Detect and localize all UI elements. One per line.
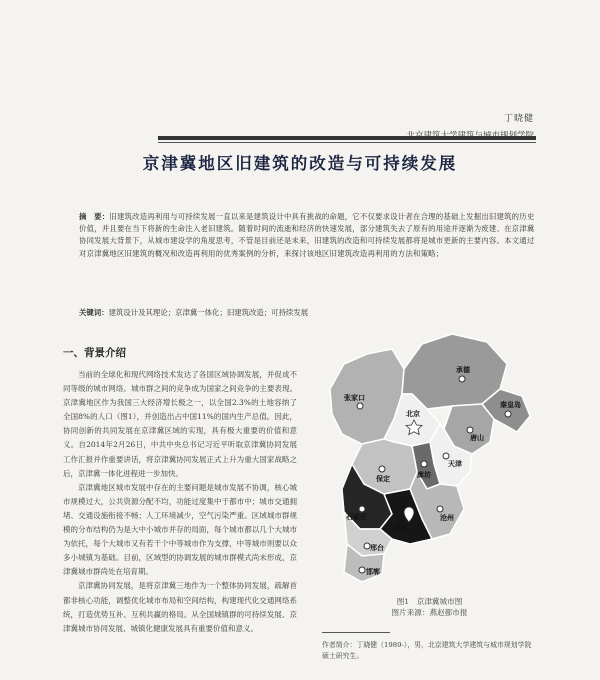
abstract — [79, 211, 541, 260]
author-footnote: 作者简介：丁晓健（1989-），男，北京建筑大学建筑与城市规划学院硕士研究生。 — [322, 641, 532, 660]
city-marker-tianjin — [443, 453, 449, 459]
map-svg — [322, 324, 537, 589]
abstract-text: 旧建筑改造再利用与可持续发展一直以来是建筑设计中具有挑战的命题，它不仅要求设计者在合理的基础上发掘出旧建筑的历史价值，并且要在当下将新的生命注入老旧建筑。随着时间的流逝和经济的快速发展，部分建筑失去了原有的用途并逐渐为废建、在京津冀协同发展大背景下，从城市建设学的角度思考，不管是目前还是未来，旧建筑的改造和可持续发展都将是城市更新的主要内容。本文通过对京津冀地区旧建筑的概况和改造再利用的优秀案例的分析，来探讨该地区旧建筑改造再利用的方法和策略； — [79, 212, 535, 258]
figure-caption — [322, 596, 537, 618]
caption-title: 图1 京津冀城市图 — [396, 597, 463, 606]
footnote-rule — [322, 632, 390, 633]
map-label-handan: 邯郸 — [366, 568, 380, 576]
map-figure — [322, 324, 537, 589]
map-label-zhangjiakou: 张家口 — [344, 394, 365, 402]
map-label-hengshui: 衡水 — [394, 524, 408, 532]
map-label-cangzhou: 沧州 — [440, 514, 454, 522]
body-paragraph: 京津冀地区城市发展中存在的主要问题是城市发展不协调，核心城市规模过大，公共资源分配不均，功能过度集中于都市中；城市交通拥堵、交通设施衔接不畅；人工环境减少，空气污染严重。区域城市群规模的分布结构仍为是大中小城市并存的局面，每个城市都以几个大城市为依托，每个大城市又有若干个中等城市作为支撑，中等城市则要以众多小城镇为基础。目前，区域型的协调发展的城市群模式尚未形成，京津冀城市群尚处在培育期。 — [63, 482, 297, 577]
map-label-langfang: 廊坊 — [417, 471, 431, 479]
author-name: 丁晓健 — [503, 114, 534, 124]
city-marker-shijiazhuang — [359, 506, 365, 512]
map-label-beijing: 北京 — [406, 410, 420, 418]
city-marker-langfang — [421, 461, 427, 467]
body-paragraph: 京津冀协同发展，是将京津冀三地作为一个整体协同发展，疏解首都非核心功能，调整优化城市布局和空间结构，构建现代化交通网络系统，打造优势互补、互利共赢的格局。从全国城镇群的可持续发展、京津冀城市协同发展、城镇化健康发展具有重要价值和意义。 — [63, 581, 297, 633]
map-label-tangshan: 唐山 — [470, 434, 484, 442]
map-label-tianjin: 天津 — [448, 460, 462, 468]
keywords — [79, 307, 541, 319]
keywords-label: 关键词： — [79, 308, 109, 317]
city-marker-handan — [359, 567, 365, 573]
city-marker-cangzhou — [437, 506, 443, 512]
city-marker-tangshan — [467, 427, 473, 433]
city-marker-zhangjiakou — [357, 403, 363, 409]
map-label-chengde: 承德 — [456, 366, 470, 374]
header-rule-thick — [158, 136, 536, 140]
map-label-baoding: 保定 — [376, 475, 390, 483]
map-label-shijiazhuang: 石家庄 — [346, 513, 367, 521]
city-marker-baoding — [379, 466, 385, 472]
paper-title: 京津冀地区旧建筑的改造与可持续发展 — [142, 154, 458, 173]
map-label-xingtai: 邢台 — [370, 544, 384, 552]
body-column-left — [63, 368, 297, 680]
map-label-qinhuangdao: 秦皇岛 — [500, 401, 521, 409]
caption-source: 图片来源：燕赵都市报 — [391, 608, 468, 617]
abstract-label: 摘 要： — [79, 212, 110, 221]
city-marker-chengde — [459, 376, 465, 382]
header-rule-thin — [158, 142, 536, 143]
body-paragraph: 当前的全球化和现代网络技术发达了各国区域协调发展，并促成不同等级的城市网络。城市群之间的竞争成为国家之间竞争的主要表现。京津冀地区作为我国三大经济增长极之一，以全国2.3%的土地容纳了全国8%的人口（图1），并创造出占中国11%的国内生产总值。因此，协同创新的共同发展在京津冀区域的实现，具有极大重要的价值和意义。自2014年2月26日，中共中央总书记习近平听取京津冀协同发展工作汇报并作重要讲话，将京津冀协同发展正式上升为重大国家战略之后，京津冀一体化进程进一步加快。 — [63, 370, 297, 478]
keywords-text: 建筑设计及其理论；京津冀一体化；旧建筑改造；可持续发展 — [108, 308, 309, 317]
city-marker-qinhuangdao — [505, 411, 511, 417]
section-heading: 一、背景介绍 — [63, 347, 126, 359]
